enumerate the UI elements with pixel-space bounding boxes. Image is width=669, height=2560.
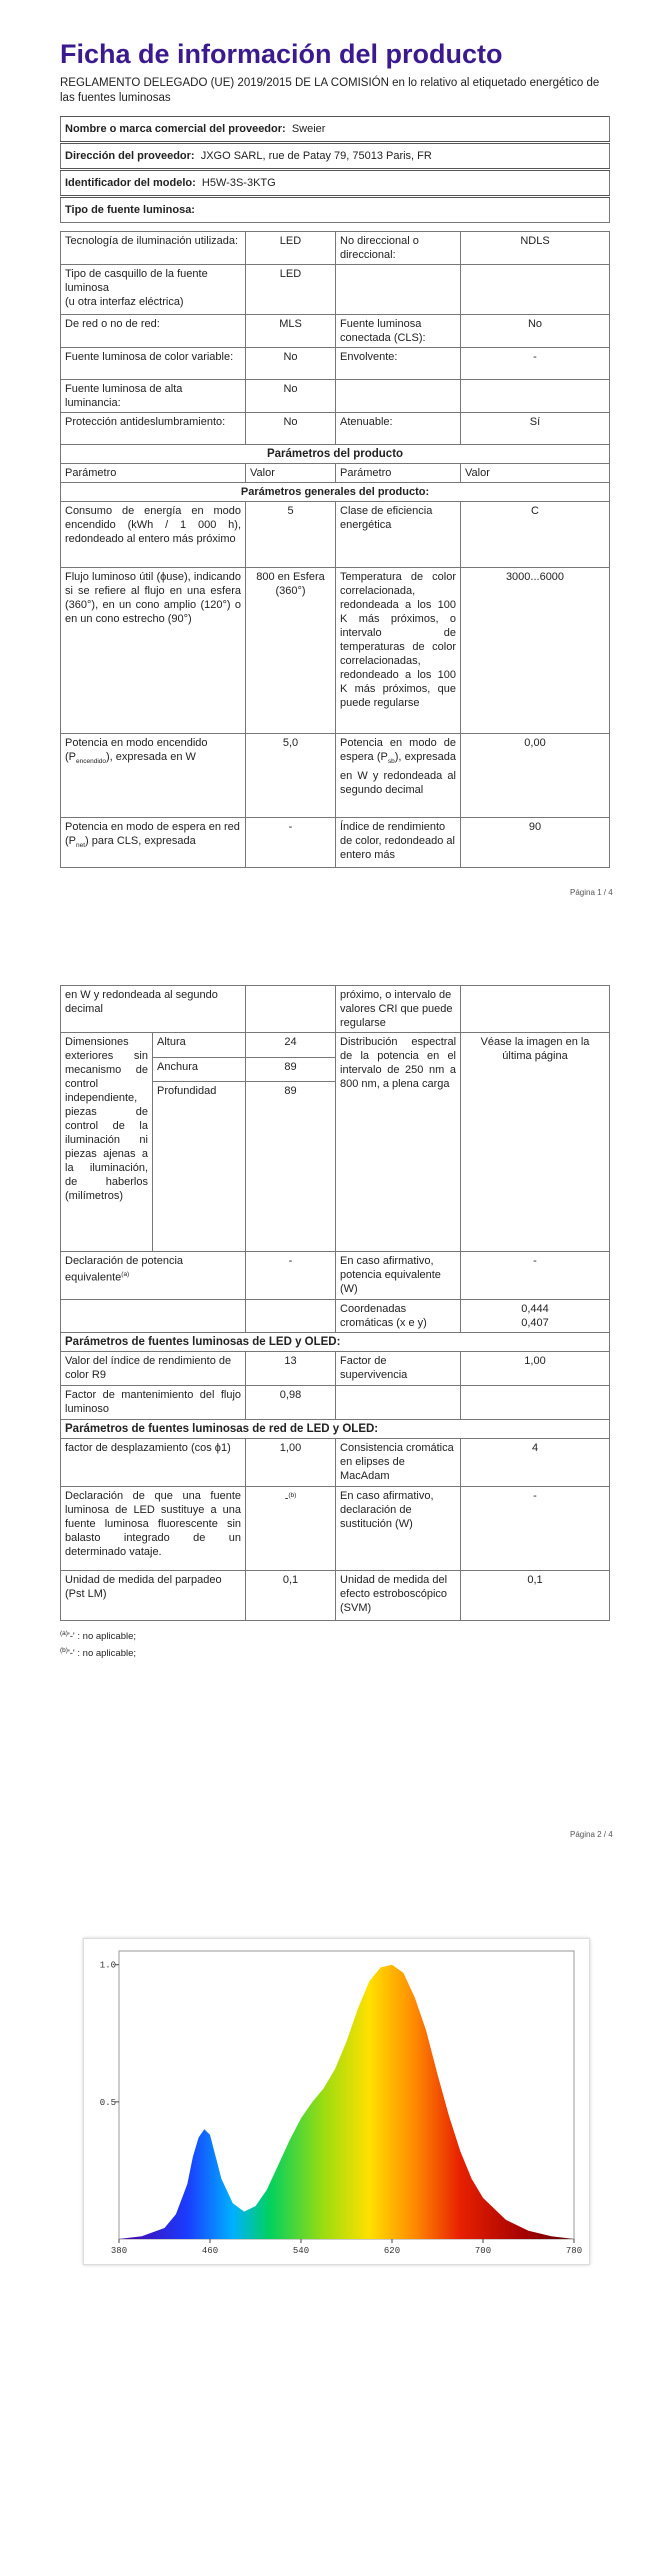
supplier-row: Nombre o marca comercial del proveedor: Sweier	[61, 117, 610, 143]
flicker-value: 0,1	[246, 1571, 336, 1621]
light-source-value: LED	[246, 265, 336, 315]
model-value: H5W-3S-3KTG	[201, 177, 276, 189]
footnote-a: $^{(a)}$'-' : no aplicable;	[60, 1630, 137, 1643]
colour-consistency-value: 4	[461, 1439, 610, 1487]
luminous-flux-label: Flujo luminoso útil (ϕuse), indicando si se refiere al flujo en una esfera (360°), en un cono amplio (120°) o en un cono estrecho (90°)	[61, 568, 246, 734]
survival-factor-label: Factor de supervivencia	[336, 1352, 461, 1386]
depth-label: Profundidad	[153, 1082, 246, 1252]
light-source-value-2	[461, 380, 610, 413]
col-header-param: Parámetro	[61, 464, 246, 483]
x-tick-label: 460	[201, 2246, 219, 2256]
source-type-row	[61, 315, 610, 348]
maintenance-factor-label: Factor de mantenimiento del flujo luminoso	[61, 1386, 246, 1420]
efficiency-class-value: C	[461, 502, 610, 568]
maintenance-factor-value: 0,98	[246, 1386, 336, 1420]
supplier-table	[60, 116, 610, 868]
footnote-b: $^{(b)}$'-' : no aplicable;	[60, 1647, 137, 1660]
fluorescent-replacement-label: Declaración de que una fuente luminosa de LED sustituye a una fuente luminosa fluorescente sin balasto integrado de un determinado vataje.	[61, 1487, 246, 1571]
depth-value: 89	[246, 1082, 336, 1252]
spectral-chart	[83, 1938, 590, 2265]
efficiency-class-label: Clase de eficiencia energética	[336, 502, 461, 568]
col-header-param-2: Parámetro	[336, 464, 461, 483]
light-source-value: No	[246, 380, 336, 413]
source-type-row	[61, 265, 610, 315]
colour-consistency-label: Consistencia cromática en elipses de MacAdam	[336, 1439, 461, 1487]
y-tick-label: 0.5	[99, 2097, 116, 2108]
r9-value: 13	[246, 1352, 336, 1386]
x-tick-label: 540	[292, 2246, 310, 2256]
page-2	[60, 985, 609, 1661]
light-source-value-2: No	[461, 315, 610, 348]
width-value: 89	[246, 1057, 336, 1082]
energy-consumption-value: 5	[246, 502, 336, 568]
light-source-label-2: No direccional o direccional:	[336, 232, 461, 265]
general-params-heading: Parámetros generales del producto:	[61, 483, 610, 502]
equivalent-power-label: Declaración de potencia equivalente$^{(a)}$	[61, 1252, 246, 1300]
cri-label-cont: próximo, o intervalo de valores CRI que puede regularse	[336, 986, 461, 1033]
height-value: 24	[246, 1033, 336, 1058]
standby-power-label: Potencia en modo de espera $(P_{sb})$, expresada en W y redondeada al segundo decimal	[336, 734, 461, 818]
dimensions-label: Dimensiones exteriores sin mecanismo de control independiente, piezas de control de la iluminación ni piezas ajenas a la iluminación, de haberlos (milímetros)	[61, 1033, 153, 1252]
light-source-label-2	[336, 265, 461, 315]
light-source-value: No	[246, 413, 336, 445]
x-tick-label: 620	[383, 2246, 401, 2256]
mains-led-params-heading: Parámetros de fuentes luminosas de red de LED y OLED:	[61, 1420, 610, 1439]
source-type-row	[61, 413, 610, 445]
spectral-distribution-value: Véase la imagen en la última página	[461, 1033, 610, 1252]
footnotes	[60, 1627, 609, 1661]
color-temperature-label: Temperatura de color correlacionada, redondeada a los 100 K más próximos, o intervalo de temperaturas de color correlacionadas, redondeado a los 100 K más próximos, que puede regularse	[336, 568, 461, 734]
standby-power-value: 0,00	[461, 734, 610, 818]
on-mode-power-label: Potencia en modo encendido $(P_{encendido})$, expresada en W	[61, 734, 246, 818]
page-number-1: Página 1 / 4	[570, 888, 613, 897]
light-source-label: De red o no de red:	[61, 315, 246, 348]
survival-factor-value: 1,00	[461, 1352, 610, 1386]
displacement-factor-value: 1,00	[246, 1439, 336, 1487]
stroboscopic-value: 0,1	[461, 1571, 610, 1621]
source-type-heading: Tipo de fuente luminosa:	[61, 197, 610, 223]
light-source-label: Fuente luminosa de alta luminancia:	[61, 380, 246, 413]
model-row: Identificador del modelo: H5W-3S-3KTG	[61, 170, 610, 197]
light-source-label: Tipo de casquillo de la fuente luminosa (u otra interfaz eléctrica)	[61, 265, 246, 315]
replacement-claim-value: -	[461, 1487, 610, 1571]
chromaticity-value: 0,444 0,407	[461, 1300, 610, 1333]
x-tick-label: 700	[474, 2246, 492, 2256]
supplier-value: Sweier	[291, 123, 326, 135]
y-tick-label: 1.0	[99, 1960, 116, 1971]
light-source-label: Fuente luminosa de color variable:	[61, 348, 246, 380]
replacement-claim-label: En caso afirmativo, declaración de sustitución (W)	[336, 1487, 461, 1571]
cri-label: Índice de rendimiento de color, redondeado al entero más	[336, 818, 461, 868]
width-label: Anchura	[153, 1057, 246, 1082]
equivalent-power-value: -	[246, 1252, 336, 1300]
x-tick-label: 380	[110, 2246, 128, 2256]
displacement-factor-label: factor de desplazamiento (cos ϕ1)	[61, 1439, 246, 1487]
light-source-value: LED	[246, 232, 336, 265]
luminous-flux-value: 800 en Esfera (360°)	[246, 568, 336, 734]
light-source-label: Tecnología de iluminación utilizada:	[61, 232, 246, 265]
light-source-value: MLS	[246, 315, 336, 348]
equivalent-power-w-value: -	[461, 1252, 610, 1300]
led-params-heading: Parámetros de fuentes luminosas de LED y OLED:	[61, 1333, 610, 1352]
equivalent-power-w-label: En caso afirmativo, potencia equivalente (W)	[336, 1252, 461, 1300]
light-source-value-2	[461, 265, 610, 315]
page-1	[60, 38, 609, 868]
networked-standby-label-cont: en W y redondeada al segundo decimal	[61, 986, 246, 1033]
height-label: Altura	[153, 1033, 246, 1058]
source-type-row	[61, 348, 610, 380]
chromaticity-label: Coordenadas cromáticas (x e y)	[336, 1300, 461, 1333]
light-source-value: No	[246, 348, 336, 380]
on-mode-power-value: 5,0	[246, 734, 336, 818]
flicker-label: Unidad de medida del parpadeo (Pst LM)	[61, 1571, 246, 1621]
light-source-value-2: -	[461, 348, 610, 380]
source-type-row	[61, 380, 610, 413]
networked-standby-label: Potencia en modo de espera en red $(P_{net})$ para CLS, expresada	[61, 818, 246, 868]
col-header-value: Valor	[246, 464, 336, 483]
light-source-label-2: Envolvente:	[336, 348, 461, 380]
light-source-value-2: NDLS	[461, 232, 610, 265]
fluorescent-replacement-value: -$^{(b)}$	[246, 1487, 336, 1571]
spectral-distribution-label: Distribución espectral de la potencia en el intervalo de 250 nm a 800 nm, a plena carga	[336, 1033, 461, 1252]
r9-label: Valor del índice de rendimiento de color R9	[61, 1352, 246, 1386]
light-source-label-2: Fuente luminosa conectada (CLS):	[336, 315, 461, 348]
product-params-heading: Parámetros del producto	[61, 445, 610, 464]
page-number-2: Página 2 / 4	[570, 1830, 613, 1839]
source-type-row	[61, 232, 610, 265]
address-row: Dirección del proveedor: JXGO SARL, rue de Patay 79, 75013 Paris, FR	[61, 143, 610, 170]
cri-value: 90	[461, 818, 610, 868]
col-header-value-2: Valor	[461, 464, 610, 483]
light-source-value-2: Sí	[461, 413, 610, 445]
address-value: JXGO SARL, rue de Patay 79, 75013 Paris, FR	[200, 150, 432, 162]
networked-standby-value: -	[246, 818, 336, 868]
spectral-chart-svg	[84, 1939, 589, 2264]
light-source-label-2: Atenuable:	[336, 413, 461, 445]
color-temperature-value: 3000...6000	[461, 568, 610, 734]
light-source-label-2	[336, 380, 461, 413]
energy-consumption-label: Consumo de energía en modo encendido (kWh / 1 000 h), redondeado al entero más próximo	[61, 502, 246, 568]
stroboscopic-label: Unidad de medida del efecto estroboscópico (SVM)	[336, 1571, 461, 1621]
regulation-intro: REGLAMENTO DELEGADO (UE) 2019/2015 DE LA COMISIÓN en lo relativo al etiquetado energético de las fuentes luminosas	[60, 77, 600, 104]
document-title: Ficha de información del producto	[60, 39, 503, 69]
light-source-label: Protección antideslumbramiento:	[61, 413, 246, 445]
x-tick-label: 780	[565, 2246, 583, 2256]
parameters-table-continued	[60, 985, 610, 1621]
